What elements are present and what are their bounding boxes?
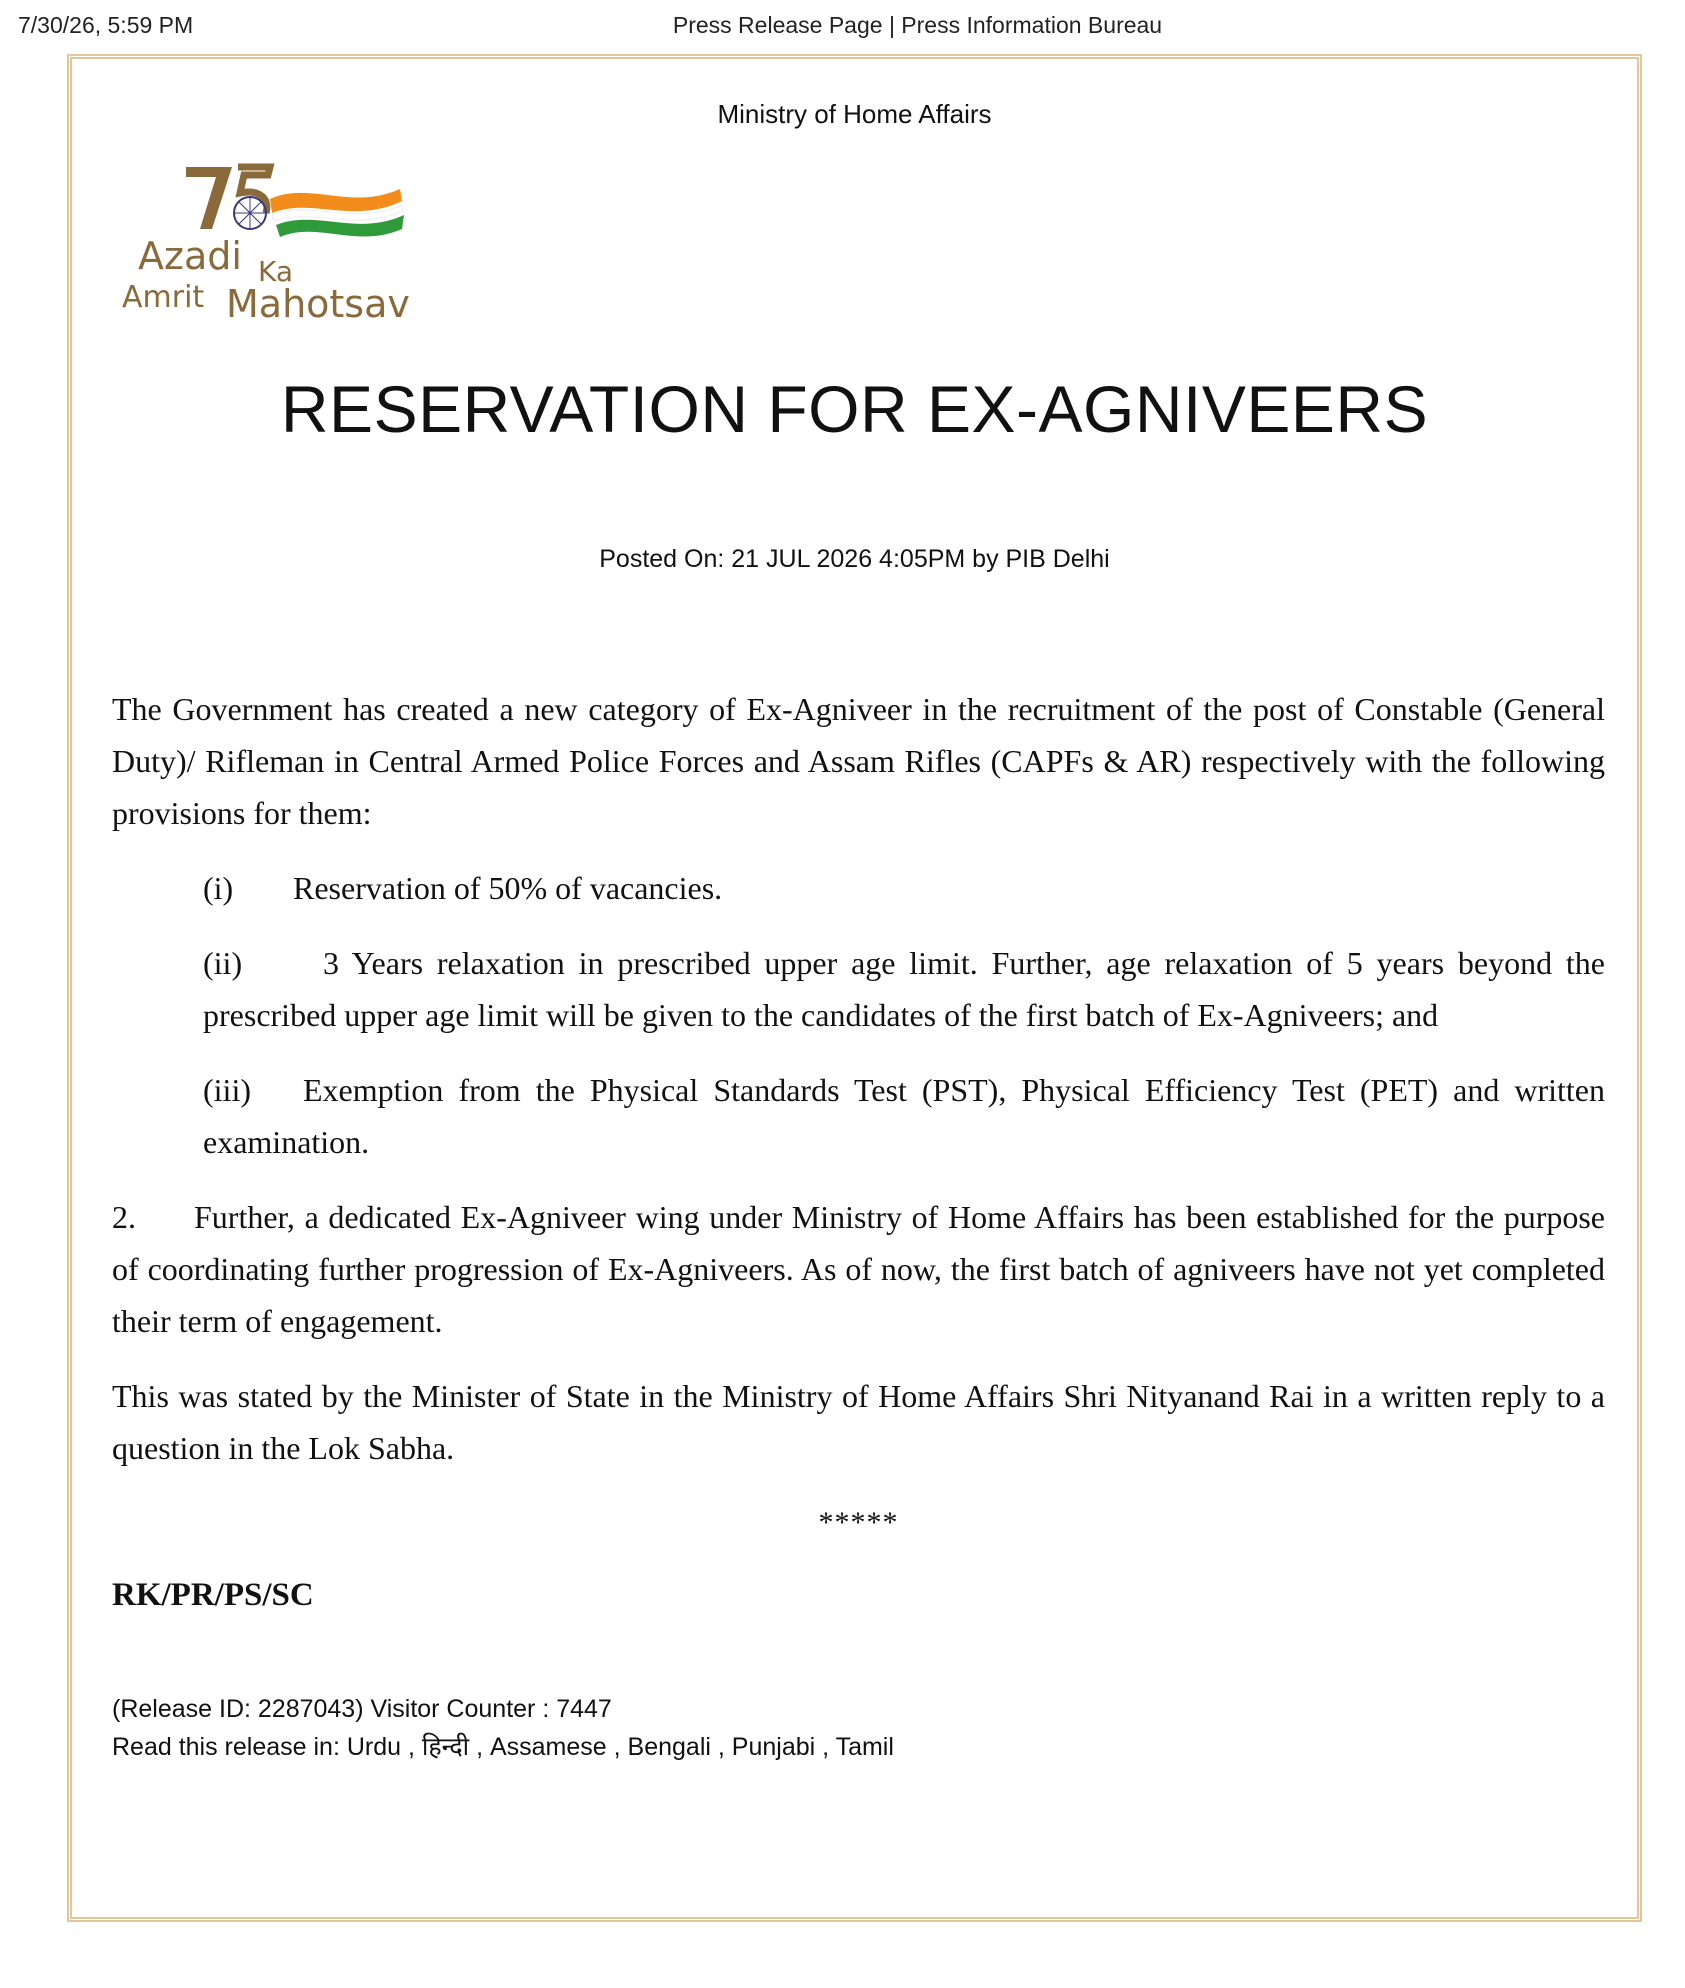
lang-link-hindi[interactable]: हिन्दी xyxy=(421,1733,470,1761)
release-body xyxy=(112,683,1605,1621)
provision-text: Reservation of 50% of vacancies. xyxy=(293,870,723,906)
provision-item xyxy=(203,1064,1605,1168)
release-headline: RESERVATION FOR EX-AGNIVEERS xyxy=(280,372,1429,446)
release-frame xyxy=(67,54,1642,1922)
provision-text: 3 Years relaxation in prescribed upper age limit. Further, age relaxation of 5 years beyond the prescribed upper age limit will be given to the candidates of the first batch of Ex-Agniveers; and xyxy=(203,945,1605,1033)
logo-text-mahotsav: Mahotsav xyxy=(226,282,410,326)
lang-link-assamese[interactable]: Assamese xyxy=(489,1733,607,1761)
read-label: Read this release in: xyxy=(112,1733,340,1761)
lang-link-urdu[interactable]: Urdu xyxy=(346,1733,402,1761)
provision-item xyxy=(203,937,1605,1041)
provision-number: (i) xyxy=(203,870,234,906)
release-id-line: (Release ID: 2287043) Visitor Counter : 7447 xyxy=(112,1695,612,1723)
ministry-name: Ministry of Home Affairs xyxy=(717,99,992,129)
separator-stars: ***** xyxy=(818,1506,899,1539)
provision-number: (ii) xyxy=(203,945,243,981)
logo-seven-glyph xyxy=(186,167,232,229)
print-date: 7/30/26, 5:59 PM xyxy=(18,12,194,38)
paragraph-number: 2. xyxy=(112,1199,136,1235)
print-title: Press Release Page | Press Information Bureau xyxy=(672,12,1163,38)
provision-item xyxy=(203,862,1605,914)
lang-link-bengali[interactable]: Bengali xyxy=(627,1733,711,1761)
logo-text-ka: Ka xyxy=(258,255,294,288)
intro-paragraph: The Government has created a new category of Ex-Agniveer in the recruitment of the post of Constable (General Duty)/ Rifleman in Central Armed Police Forces and Assam Rifles (CAPFs & AR) respectively with the following provisions for them: xyxy=(112,691,1605,831)
language-links: Read this release in: Urdu , हिन्दी , Assamese , Bengali , Punjabi , Tamil xyxy=(112,1733,894,1761)
paragraph-2 xyxy=(112,1191,1605,1347)
release-info xyxy=(112,1690,894,1766)
print-header xyxy=(0,0,1685,50)
provision-text: Exemption from the Physical Standards Test (PST), Physical Efficiency Test (PET) and written examination. xyxy=(203,1072,1605,1160)
provision-number: (iii) xyxy=(203,1072,251,1108)
posted-on: Posted On: 21 JUL 2026 4:05PM by PIB Delhi xyxy=(599,545,1110,573)
paragraph-3: This was stated by the Minister of State in the Ministry of Home Affairs Shri Nityanand Rai in a written reply to a question in the Lok Sabha. xyxy=(112,1378,1605,1466)
logo-text-amrit: Amrit xyxy=(122,280,205,315)
logo-text-azadi: Azadi xyxy=(138,234,242,278)
lang-link-punjabi[interactable]: Punjabi xyxy=(731,1733,816,1761)
azadi-ka-amrit-mahotsav-logo xyxy=(120,141,460,331)
lang-link-tamil[interactable]: Tamil xyxy=(835,1733,894,1761)
flag-saffron-band xyxy=(270,189,402,213)
reference-code: RK/PR/PS/SC xyxy=(112,1577,314,1613)
paragraph-text: Further, a dedicated Ex-Agniveer wing under Ministry of Home Affairs has been established for the purpose of coordinating further progression of Ex-Agniveers. As of now, the first batch of agniveers have not yet completed their term of engagement. xyxy=(112,1199,1605,1339)
